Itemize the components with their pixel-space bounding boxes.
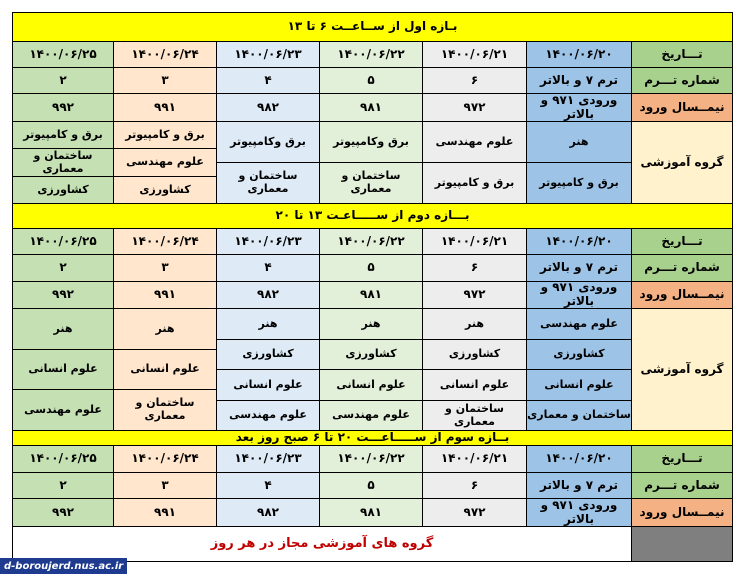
- date-cell: ۱۴۰۰/۰۶/۲۲: [320, 42, 423, 68]
- date-cell: ۱۴۰۰/۰۶/۲۱: [423, 42, 527, 68]
- term-cell: ۵: [320, 473, 423, 499]
- group-cell: کشاورزی: [114, 177, 217, 204]
- group-cell: کشاورزی: [320, 340, 423, 370]
- group-cell: برق و کامپیوتر: [527, 163, 632, 204]
- footer-label-blank: [632, 527, 733, 562]
- group-cell: علوم مهندسی: [320, 401, 423, 431]
- group-cell: علوم انسانی: [217, 370, 320, 401]
- group-cell: علوم مهندسی: [423, 122, 527, 163]
- term-cell: ۴: [217, 255, 320, 282]
- footer-note: گروه های آموزشی مجاز در هر روز: [12, 527, 632, 562]
- group-cell: برق و کامپیوتر: [12, 122, 114, 149]
- date-cell: ۱۴۰۰/۰۶/۲۳: [217, 446, 320, 473]
- entry-cell: ورودی ۹۷۱ و بالاتر: [527, 499, 632, 527]
- group-cell: هنر: [114, 309, 217, 350]
- group-cell: علوم مهندسی: [217, 401, 320, 431]
- group-cell: هنر: [527, 122, 632, 163]
- date-cell: ۱۴۰۰/۰۶/۲۰: [527, 42, 632, 68]
- entry-cell: ۹۷۲: [423, 94, 527, 122]
- entry-cell: ۹۷۲: [423, 282, 527, 309]
- term-cell: ۵: [320, 68, 423, 94]
- entry-cell: ۹۸۱: [320, 94, 423, 122]
- group-cell: ساختمان و معماری: [527, 401, 632, 431]
- group-cell: هنر: [423, 309, 527, 340]
- term-cell: ۶: [423, 255, 527, 282]
- group-cell: برق وکامپیوتر: [320, 122, 423, 163]
- group-cell: علوم مهندسی: [12, 390, 114, 431]
- group-cell: هنر: [12, 309, 114, 350]
- term-cell: ترم ۷ و بالاتر: [527, 473, 632, 499]
- group-cell: برق و کامپیوتر: [114, 122, 217, 149]
- date-cell: ۱۴۰۰/۰۶/۲۴: [114, 446, 217, 473]
- date-cell: ۱۴۰۰/۰۶/۲۵: [12, 229, 114, 255]
- term-cell: ۲: [12, 68, 114, 94]
- entry-cell: ۹۹۱: [114, 94, 217, 122]
- group-cell: هنر: [320, 309, 423, 340]
- term-cell: ۲: [12, 473, 114, 499]
- group-cell: برق و کامپیوتر: [423, 163, 527, 204]
- entry-cell: ۹۹۱: [114, 499, 217, 527]
- group-cell: کشاورزی: [217, 340, 320, 370]
- entry-cell: ۹۷۲: [423, 499, 527, 527]
- label-term: شماره تـــرم: [632, 473, 733, 499]
- group-cell: ساختمان و معماری: [12, 149, 114, 177]
- label-entry: نیمــسال ورود: [632, 499, 733, 527]
- group-cell: ساختمان و معماری: [320, 163, 423, 204]
- entry-cell: ورودی ۹۷۱ و بالاتر: [527, 94, 632, 122]
- group-cell: برق وکامپیوتر: [217, 122, 320, 163]
- date-cell: ۱۴۰۰/۰۶/۲۴: [114, 229, 217, 255]
- entry-cell: ۹۸۲: [217, 282, 320, 309]
- group-cell: ساختمان و معماری: [423, 401, 527, 431]
- term-cell: ۴: [217, 473, 320, 499]
- label-entry: نیمــسال ورود: [632, 94, 733, 122]
- date-cell: ۱۴۰۰/۰۶/۲۵: [12, 42, 114, 68]
- group-cell: علوم انسانی: [114, 350, 217, 390]
- label-entry: نیمــسال ورود: [632, 282, 733, 309]
- group-cell: کشاورزی: [527, 340, 632, 370]
- section2-title: بـــازه دوم از ســـــاعـت ۱۳ تا ۲۰: [12, 204, 733, 229]
- entry-cell: ۹۹۱: [114, 282, 217, 309]
- term-cell: ۲: [12, 255, 114, 282]
- date-cell: ۱۴۰۰/۰۶/۲۱: [423, 229, 527, 255]
- group-cell: علوم انسانی: [12, 350, 114, 390]
- label-group: گروه آموزشی: [632, 122, 733, 204]
- term-cell: ۳: [114, 473, 217, 499]
- group-cell: علوم مهندسی: [114, 149, 217, 177]
- group-cell: کشاورزی: [423, 340, 527, 370]
- group-cell: علوم انسانی: [527, 370, 632, 401]
- date-cell: ۱۴۰۰/۰۶/۲۵: [12, 446, 114, 473]
- term-cell: ۵: [320, 255, 423, 282]
- label-term: شماره تـــرم: [632, 68, 733, 94]
- label-date: تـــاریخ: [632, 229, 733, 255]
- entry-cell: ۹۸۲: [217, 499, 320, 527]
- term-cell: ترم ۷ و بالاتر: [527, 255, 632, 282]
- term-cell: ۶: [423, 473, 527, 499]
- label-date: تـــاریخ: [632, 42, 733, 68]
- entry-cell: ۹۹۲: [12, 499, 114, 527]
- exam-schedule-table: [12, 12, 733, 562]
- group-cell: علوم مهندسی: [527, 309, 632, 340]
- label-date: تـــاریخ: [632, 446, 733, 473]
- date-cell: ۱۴۰۰/۰۶/۲۴: [114, 42, 217, 68]
- group-cell: هنر: [217, 309, 320, 340]
- term-cell: ۶: [423, 68, 527, 94]
- date-cell: ۱۴۰۰/۰۶/۲۳: [217, 229, 320, 255]
- term-cell: ۳: [114, 68, 217, 94]
- group-cell: ساختمان و معماری: [114, 390, 217, 431]
- date-cell: ۱۴۰۰/۰۶/۲۲: [320, 229, 423, 255]
- group-cell: ساختمان و معماری: [217, 163, 320, 204]
- term-cell: ۴: [217, 68, 320, 94]
- group-cell: علوم انسانی: [320, 370, 423, 401]
- site-watermark: d-boroujerd.nus.ac.ir: [0, 558, 127, 574]
- entry-cell: ورودی ۹۷۱ و بالاتر: [527, 282, 632, 309]
- date-cell: ۱۴۰۰/۰۶/۲۳: [217, 42, 320, 68]
- label-group: گروه آموزشی: [632, 309, 733, 431]
- entry-cell: ۹۹۲: [12, 282, 114, 309]
- label-term: شماره تـــرم: [632, 255, 733, 282]
- entry-cell: ۹۸۲: [217, 94, 320, 122]
- entry-cell: ۹۹۲: [12, 94, 114, 122]
- section3-title: بــازه سوم از ســـــاعـــت ۲۰ تا ۶ صبح روز بعد: [12, 431, 733, 446]
- entry-cell: ۹۸۱: [320, 499, 423, 527]
- date-cell: ۱۴۰۰/۰۶/۲۱: [423, 446, 527, 473]
- term-cell: ترم ۷ و بالاتر: [527, 68, 632, 94]
- date-cell: ۱۴۰۰/۰۶/۲۰: [527, 229, 632, 255]
- group-cell: علوم انسانی: [423, 370, 527, 401]
- section1-title: بـازه اول از ســاعــت ۶ تا ۱۳: [12, 12, 733, 42]
- entry-cell: ۹۸۱: [320, 282, 423, 309]
- date-cell: ۱۴۰۰/۰۶/۲۲: [320, 446, 423, 473]
- group-cell: کشاورزی: [12, 177, 114, 204]
- date-cell: ۱۴۰۰/۰۶/۲۰: [527, 446, 632, 473]
- term-cell: ۳: [114, 255, 217, 282]
